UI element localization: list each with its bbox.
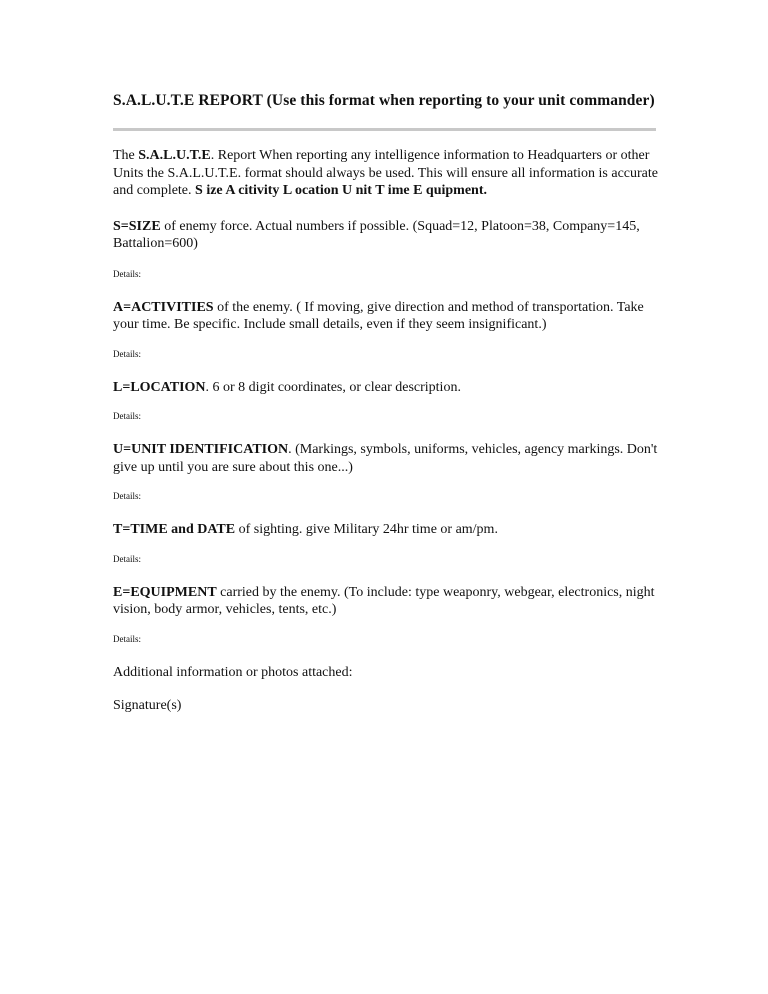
report-title: S.A.L.U.T.E REPORT (Use this format when reporting to your unit commander) <box>113 92 655 109</box>
signature-line: Signature(s) <box>113 698 182 713</box>
section-text: . 6 or 8 digit coordinates, or clear description. <box>205 379 461 395</box>
section-activities <box>113 299 658 334</box>
details-label: Details: <box>113 491 141 501</box>
section-heading: T=TIME and DATE <box>113 522 236 537</box>
section-heading: S=SIZE <box>113 218 161 234</box>
section-text: carried by the enemy. (To include: type weaponry, webgear, electronics, night vision, body armor, vehicles, tents, etc.) <box>113 584 655 617</box>
section-location <box>113 379 658 397</box>
section-heading: A=ACTIVITIES <box>113 299 214 315</box>
section-unit-identification <box>113 441 658 476</box>
title-divider <box>113 128 656 131</box>
additional-info-line: Additional information or photos attached: <box>113 664 353 680</box>
section-text: of enemy force. Actual numbers if possible. (Squad=12, Platoon=38, Company=145, Battalion=600) <box>113 218 640 251</box>
intro-lead: The <box>113 148 139 163</box>
section-size <box>113 218 658 253</box>
section-heading: E=EQUIPMENT <box>113 584 217 600</box>
details-label: Details: <box>113 633 141 644</box>
section-text: of sighting. give Military 24hr time or am/pm. <box>235 522 498 537</box>
details-label: Details: <box>113 348 141 359</box>
intro-mnemonic: S ize A citivity L ocation U nit T ime E quipment. <box>195 183 487 198</box>
details-label: Details: <box>113 268 141 279</box>
intro-text: . Report When reporting any intelligence information to Headquarters or other Units the S.A.L.U.T.E. format should always be used. This will ensure all information is accurate and complete. <box>113 148 658 198</box>
details-label: Details: <box>113 411 141 421</box>
intro-paragraph <box>113 147 658 200</box>
intro-report-name: S.A.L.U.T.E <box>138 148 211 163</box>
document-page <box>113 90 658 715</box>
section-equipment <box>113 584 658 619</box>
section-text: . (Markings, symbols, uniforms, vehicles, agency markings. Don't give up until you are sure about this one...) <box>113 442 658 475</box>
details-label: Details: <box>113 553 141 564</box>
section-text: of the enemy. ( If moving, give direction and method of transportation. Take your time. Be specific. Include small details, even if they seem insignificant.) <box>113 299 644 332</box>
section-heading: L=LOCATION <box>113 379 206 395</box>
section-time-date <box>113 521 658 539</box>
section-heading: U=UNIT IDENTIFICATION <box>113 442 289 457</box>
